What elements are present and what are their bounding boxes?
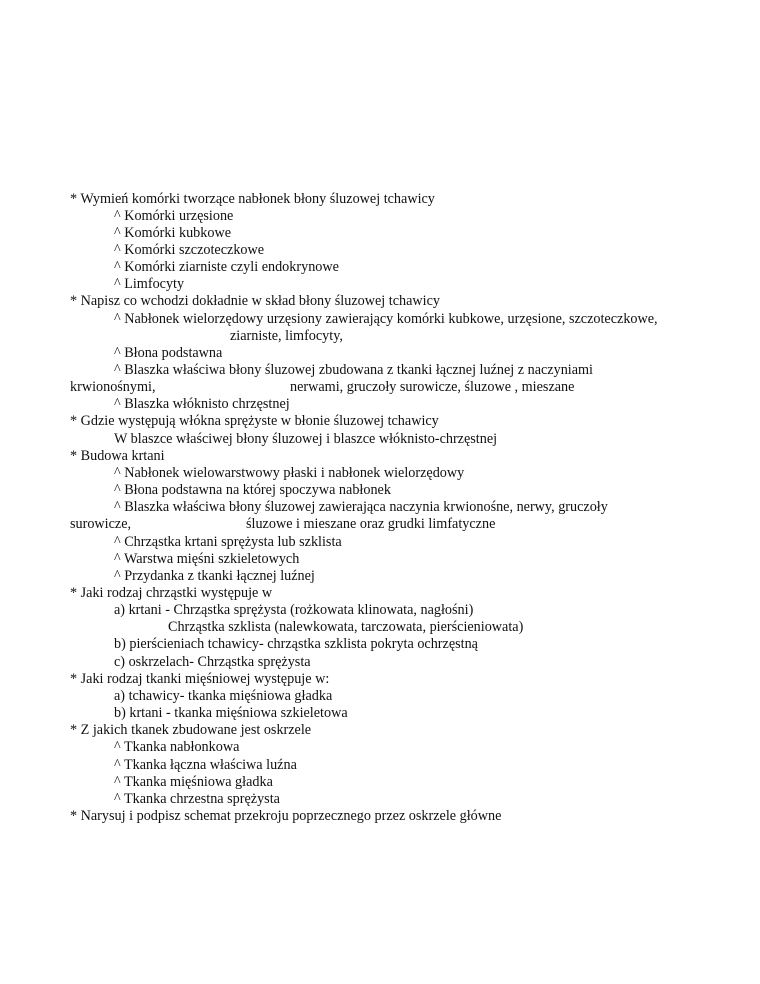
answer-continuation: krwionośnymi, [70, 379, 156, 395]
answer-item: ^ Tkanka łączna właściwa luźna [114, 757, 297, 773]
answer-item: a) krtani - Chrząstka sprężysta (rożkowata klinowata, nagłośni) [114, 602, 474, 618]
question-heading: * Jaki rodzaj chrząstki występuje w [70, 585, 273, 601]
question-heading: * Napisz co wchodzi dokładnie w skład błony śluzowej tchawicy [70, 293, 440, 309]
answer-continuation: nerwami, gruczoły surowicze, śluzowe , mieszane [290, 379, 575, 395]
answer-item: ^ Limfocyty [114, 276, 185, 292]
answer-continuation: ziarniste, limfocyty, [230, 328, 343, 344]
answer-item: ^ Blaszka włóknisto chrzęstnej [114, 396, 290, 412]
answer-item: ^ Błona podstawna na której spoczywa nabłonek [114, 482, 391, 498]
answer-item: ^ Tkanka nabłonkowa [114, 739, 240, 755]
answer-item: ^ Komórki szczoteczkowe [114, 242, 265, 258]
answer-item: ^ Tkanka mięśniowa gładka [114, 774, 273, 790]
answer-item: ^ Nabłonek wielorzędowy urzęsiony zawierający komórki kubkowe, urzęsione, szczoteczkowe, [114, 311, 658, 327]
question-heading: * Wymień komórki tworzące nabłonek błony śluzowej tchawicy [70, 191, 435, 207]
answer-item: ^ Tkanka chrzestna sprężysta [114, 791, 280, 807]
answer-item: ^ Warstwa mięśni szkieletowych [114, 551, 300, 567]
answer-item: b) krtani - tkanka mięśniowa szkieletowa [114, 705, 348, 721]
answer-continuation: Chrząstka szklista (nalewkowata, tarczowata, pierścieniowata) [168, 619, 524, 635]
answer-continuation: surowicze, [70, 516, 132, 532]
question-heading: * Narysuj i podpisz schemat przekroju poprzecznego przez oskrzele główne [70, 808, 502, 824]
answer-item: ^ Błona podstawna [114, 345, 223, 361]
answer-item: ^ Blaszka właściwa błony śluzowej zawierająca naczynia krwionośne, nerwy, gruczoły [114, 499, 608, 515]
answer-item: ^ Nabłonek wielowarstwowy płaski i nabłonek wielorzędowy [114, 465, 465, 481]
answer-item: ^ Komórki ziarniste czyli endokrynowe [114, 259, 339, 275]
question-heading: * Gdzie występują włókna sprężyste w błonie śluzowej tchawicy [70, 413, 439, 429]
answer-item: ^ Blaszka właściwa błony śluzowej zbudowana z tkanki łącznej luźnej z naczyniami [114, 362, 594, 378]
answer-item: c) oskrzelach- Chrząstka sprężysta [114, 654, 311, 670]
question-heading: * Jaki rodzaj tkanki mięśniowej występuje w: [70, 671, 330, 687]
question-heading: * Budowa krtani [70, 448, 165, 464]
answer-item: a) tchawicy- tkanka mięśniowa gładka [114, 688, 333, 704]
answer-item: W blaszce właściwej błony śluzowej i blaszce włóknisto-chrzęstnej [114, 431, 498, 447]
answer-item: b) pierścieniach tchawicy- chrząstka szklista pokryta ochrzęstną [114, 636, 478, 652]
answer-item: ^ Komórki urzęsione [114, 208, 234, 224]
answer-continuation: śluzowe i mieszane oraz grudki limfatyczne [246, 516, 496, 532]
answer-item: ^ Przydanka z tkanki łącznej luźnej [114, 568, 315, 584]
answer-item: ^ Komórki kubkowe [114, 225, 231, 241]
answer-item: ^ Chrząstka krtani sprężysta lub szklista [114, 534, 342, 550]
question-heading: * Z jakich tkanek zbudowane jest oskrzele [70, 722, 312, 738]
